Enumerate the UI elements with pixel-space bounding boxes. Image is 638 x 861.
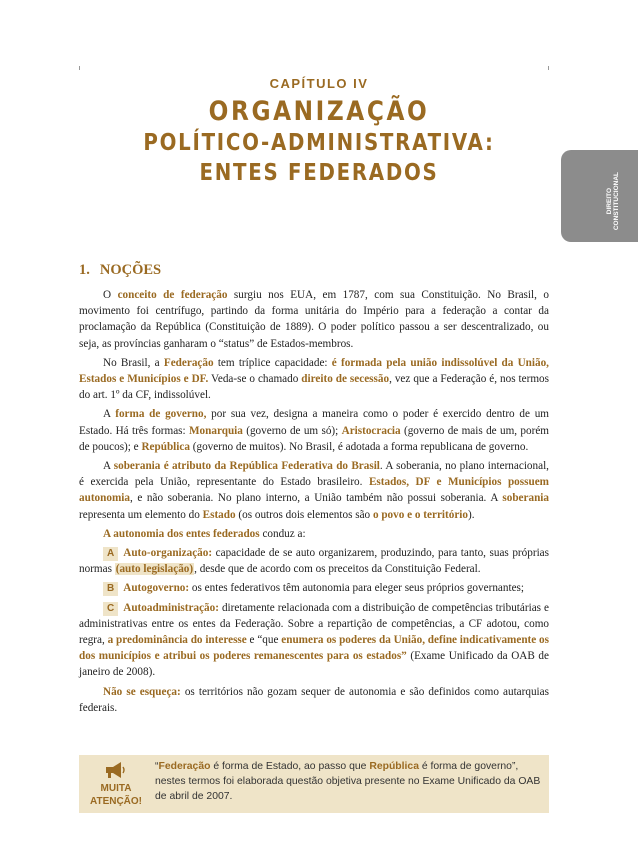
side-tab-line-2: CONSTITUCIONAL	[613, 172, 620, 231]
text: O	[103, 289, 118, 301]
section-heading	[79, 262, 161, 279]
paragraph-federation-concept	[79, 287, 549, 352]
paragraph-sovereignty	[79, 458, 549, 523]
list-item-a	[79, 545, 549, 577]
crop-mark-left	[79, 66, 80, 70]
text: tem tríplice capacidade:	[213, 356, 332, 369]
text: diretamente relacionada com a distribuição de competências tributárias e administrativas entre os entes da Federação. Sobre a repartição de competências, a CF adotou, como regra,	[79, 601, 549, 647]
text: (Exame Unificado da OAB de janeiro de 2008).	[79, 650, 549, 679]
highlight: direito de secessão	[301, 373, 390, 386]
section-number: 1.	[79, 262, 90, 278]
text: surgiu nos EUA, em 1787, com sua Constituição. No Brasil, o movimento foi centrífugo, partindo da forma unitária do Império para a federação a contar da proclamação da República (Constituição de 1889). O poder político passou a ser descentralizado, ou seja, as províncias ganharam o “status” de Estados-membros.	[79, 289, 549, 350]
item-badge: A	[103, 547, 118, 561]
text: (governo de um só);	[242, 424, 342, 437]
highlight: soberania é atributo da República Federativa do Brasil	[113, 460, 380, 473]
attention-label	[86, 782, 146, 808]
highlight: A autonomia dos entes federados	[103, 527, 260, 540]
highlight: a predominância do interesse	[107, 634, 247, 647]
highlight: República	[141, 440, 190, 453]
body-text	[79, 287, 549, 719]
text: , vez que a Federação é, nos termos do art. 1º da CF, indissolúvel.	[79, 373, 549, 402]
text: A	[103, 460, 114, 473]
text: por sua vez, designa a maneira como o poder é exercido dentro de um Estado. Há três formas:	[79, 408, 549, 437]
highlight: Aristocracia	[341, 424, 401, 437]
text: . A soberania, no plano internacional, é exercida pela União, representante do Estado brasileiro.	[79, 460, 549, 489]
text: “	[155, 761, 159, 772]
highlight: é formada pela união indissolúvel da União, Estados e Municípios e DF.	[79, 356, 549, 386]
item-term: Autoadministração:	[123, 601, 219, 614]
list-item-b	[79, 580, 549, 596]
title-line-1: ORGANIZAÇÃO	[208, 96, 430, 127]
item-badge: C	[103, 602, 118, 616]
chapter-label: CAPÍTULO IV	[269, 76, 369, 91]
item-badge: B	[103, 582, 118, 596]
highlight: Monarquia	[188, 424, 243, 437]
reminder-label: Não se esqueça:	[103, 685, 181, 698]
text: capacidade de se auto organizarem, produzindo, para tanto, suas próprias normas	[79, 547, 549, 576]
crop-mark-right	[548, 66, 549, 70]
text: No Brasil, a	[103, 356, 164, 369]
text: A	[103, 408, 116, 421]
side-tab-label	[606, 172, 618, 232]
item-term: Auto-organização:	[123, 547, 213, 560]
highlight: enumera os poderes da União, define indicativamente os dos municípios e atribui os poderes remanescentes para os estados”	[79, 634, 550, 663]
highlight: o povo e o território	[372, 508, 468, 521]
paragraph-autonomy-intro	[79, 526, 549, 542]
text: é forma de Estado, ao passo que	[210, 761, 370, 772]
highlight: Federação	[158, 761, 211, 772]
text: ).	[468, 508, 475, 521]
text: Veda-se o chamado	[208, 373, 302, 386]
text: os entes federativos têm autonomia para eleger seus próprios governantes;	[189, 582, 525, 595]
attention-text	[155, 759, 543, 804]
paragraph-federation-capacity	[79, 355, 549, 404]
highlight: Estados, DF e Municípios possuem autonomia	[79, 476, 549, 505]
text: , e não soberania. No plano interno, a União também não possui soberania. A	[129, 492, 503, 505]
highlight: República	[369, 761, 419, 772]
highlight: Estado	[202, 508, 236, 521]
text: (governo de muitos). No Brasil, é adotada a forma republicana de governo.	[189, 440, 529, 453]
text: (governo de mais de um, porém de poucos); e	[79, 424, 549, 453]
title-line-3: ENTES FEDERADOS	[199, 160, 439, 186]
text: conduz a:	[259, 527, 306, 540]
highlight: Federação	[163, 356, 214, 369]
item-term: Autogoverno:	[123, 582, 190, 595]
paragraph-reminder	[79, 684, 549, 716]
highlight: conceito de federação	[117, 289, 228, 301]
side-tab-line-1: DIREITO	[606, 187, 613, 215]
highlight: soberania	[502, 492, 549, 505]
chapter-title	[45, 96, 594, 188]
side-tab[interactable]	[561, 150, 638, 242]
list-item-c	[79, 600, 549, 681]
megaphone-icon	[101, 760, 127, 780]
text: e “que	[246, 634, 282, 647]
text: é forma de governo”, nestes termos foi elaborada questão objetiva presente no Exame Unificado da OAB de abril de 2007.	[155, 761, 541, 802]
highlight: forma de governo,	[115, 408, 207, 421]
text: (os outros dois elementos são	[235, 508, 373, 521]
section-title: NOÇÕES	[99, 262, 162, 278]
paragraph-form-of-government	[79, 406, 549, 455]
attention-label-line-1: MUITA	[100, 783, 132, 794]
text: representa um elemento do	[79, 508, 203, 521]
attention-label-line-2: ATENÇÃO!	[89, 796, 143, 807]
highlight: (auto legislação)	[115, 563, 194, 576]
text: os territórios não gozam sequer de autonomia e são definidos como autarquias federais.	[79, 685, 549, 714]
text: , desde que de acordo com os preceitos da Constituição Federal.	[194, 563, 481, 576]
title-line-2: POLÍTICO-ADMINISTRATIVA:	[143, 130, 495, 156]
